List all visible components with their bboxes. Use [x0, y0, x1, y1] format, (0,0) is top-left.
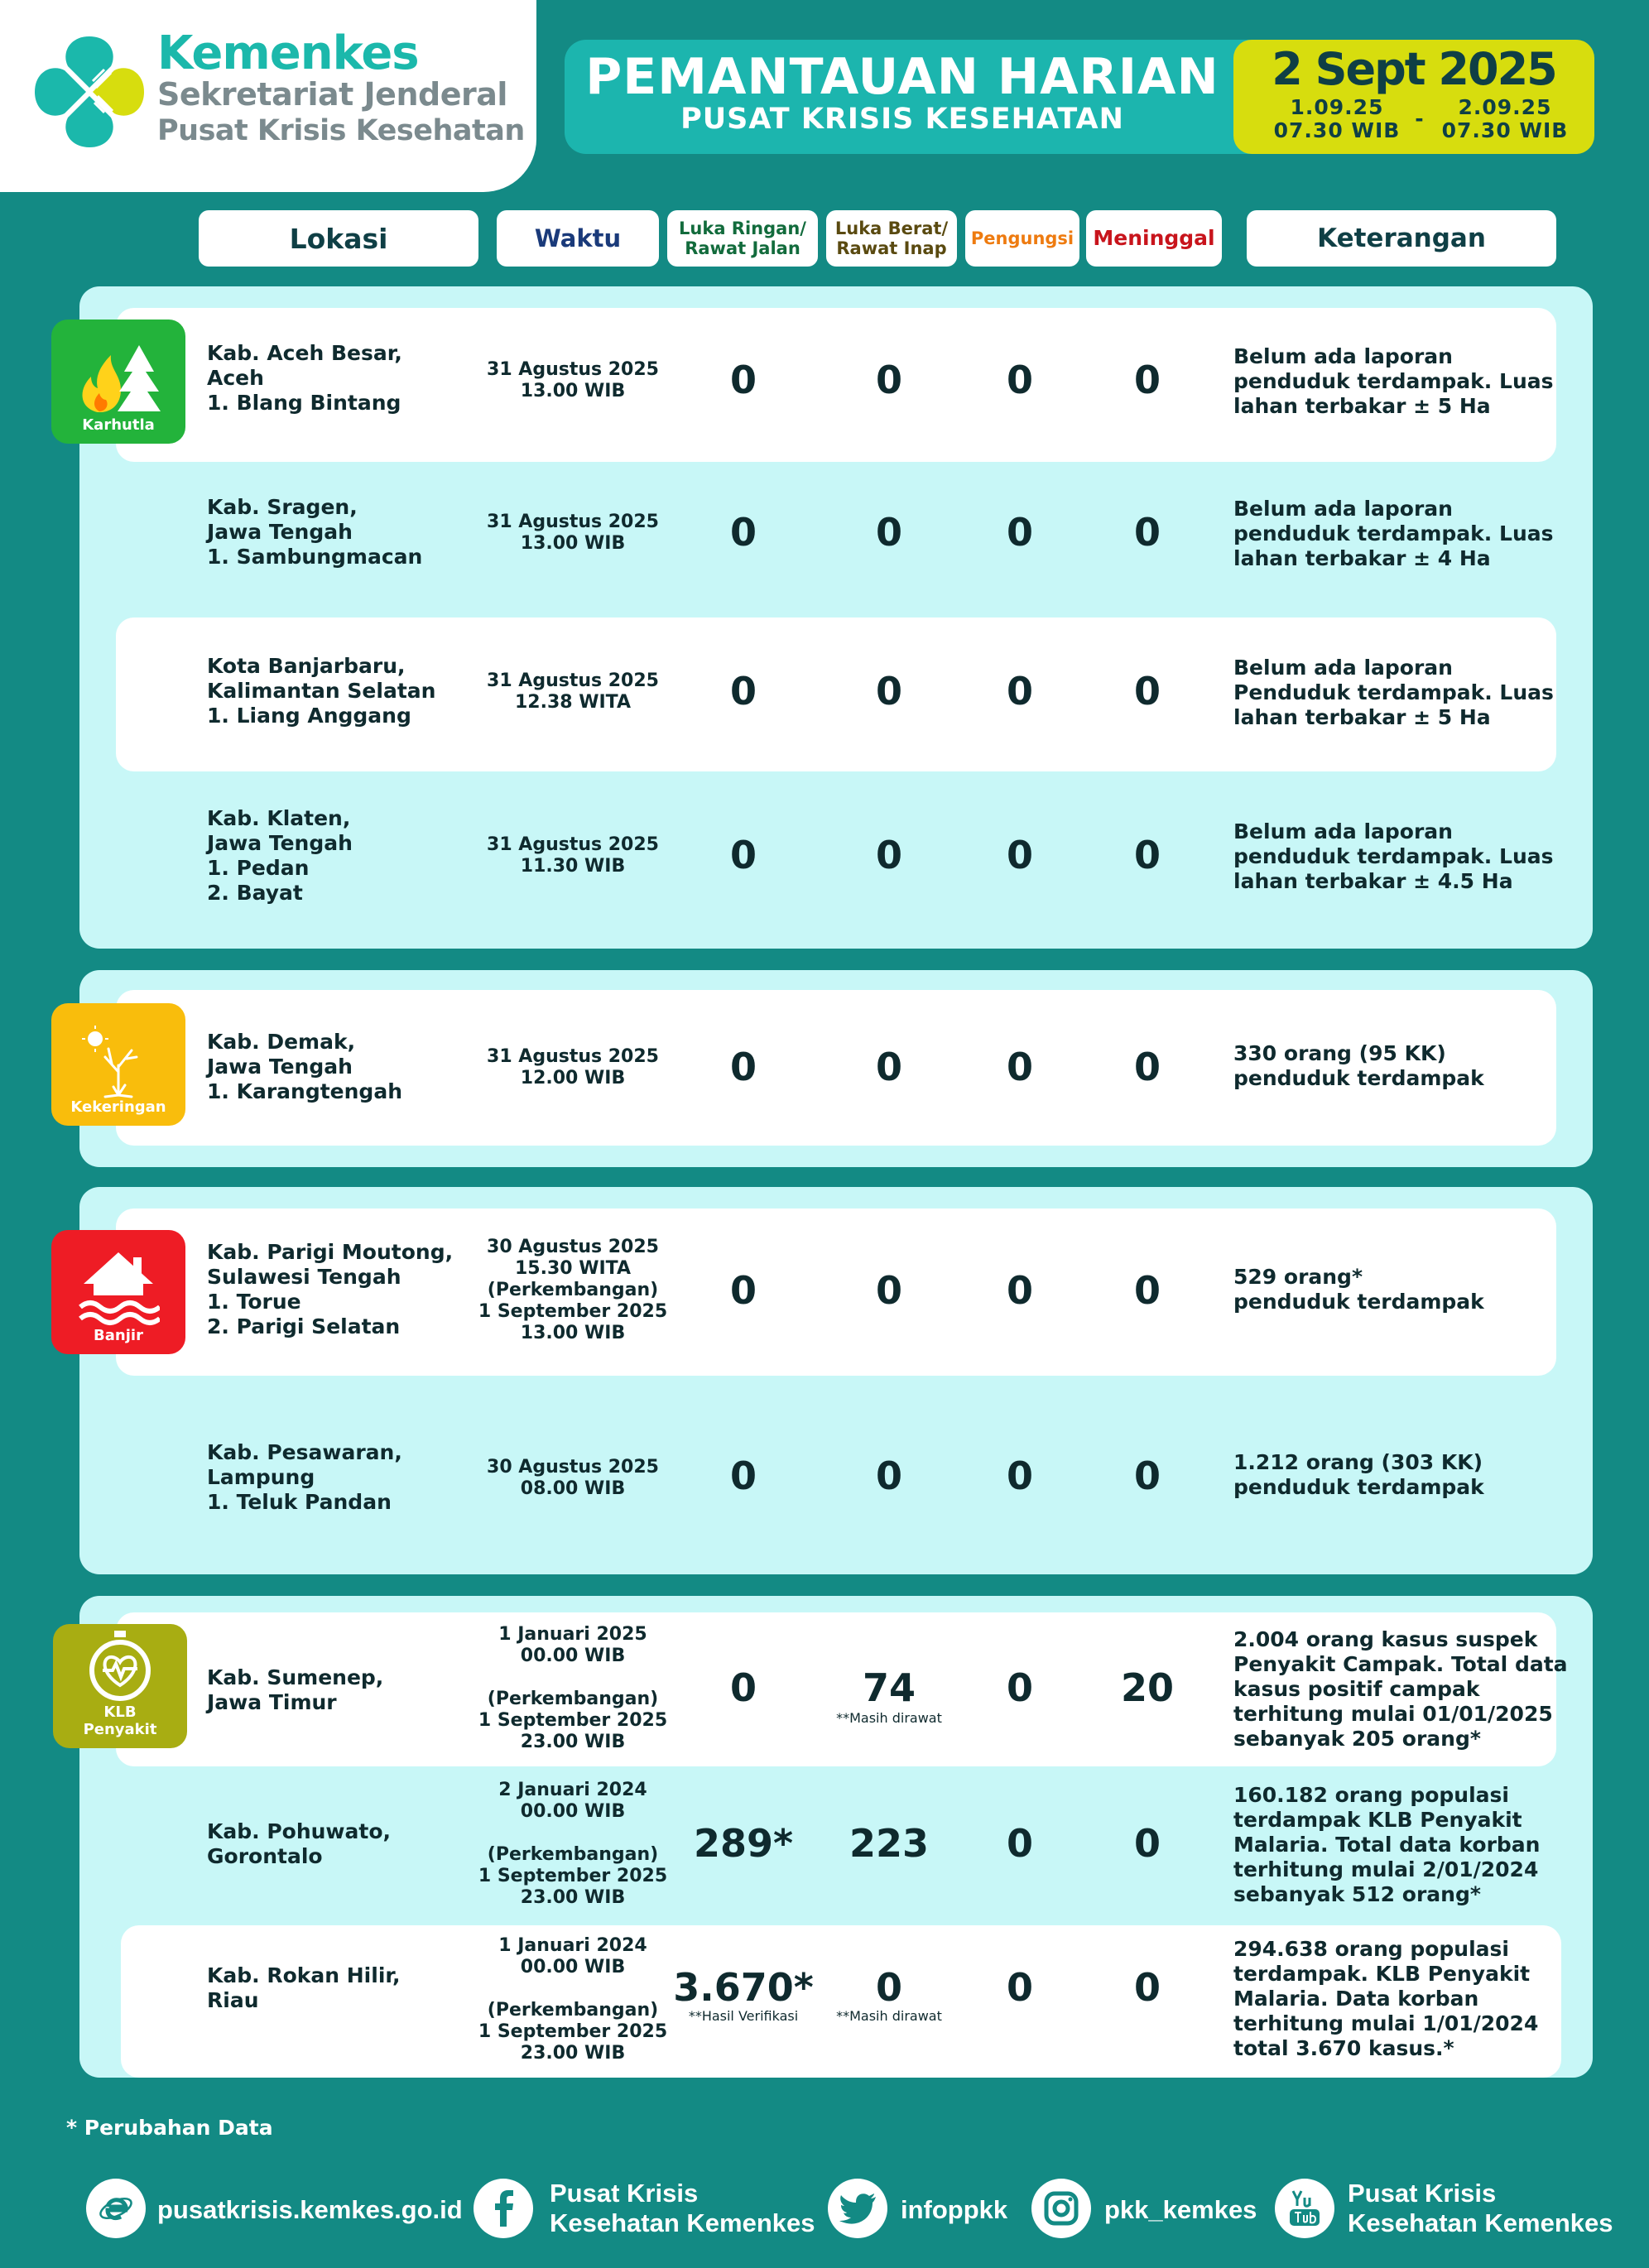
col-lokasi: Lokasi [199, 210, 478, 267]
row-keterangan: 330 orang (95 KK) penduduk terdampak [1233, 1041, 1484, 1090]
row-keterangan: 2.004 orang kasus suspek Penyakit Campak. Total data kasus positif campak terhitung mulai 01/01/2025 sebanyak 205 orang* [1233, 1627, 1568, 1751]
twitter-icon [839, 2193, 876, 2224]
row-lokasi: Kab. Klaten, Jawa Tengah 1. Pedan 2. Bayat [207, 806, 353, 905]
facebook-icon [487, 2190, 520, 2227]
brand-line3: Pusat Krisis Kesehatan [157, 114, 525, 147]
row-keterangan: 529 orang* penduduk terdampak [1233, 1265, 1484, 1314]
row-waktu: 2 Januari 2024 00.00 WIB (Perkembangan) 1 September 2025 23.00 WIB [478, 1780, 668, 1908]
page-subtitle: PUSAT KRISIS KESEHATAN [680, 103, 1124, 136]
range-end-date: 2.09.25 [1458, 95, 1552, 119]
website-text[interactable]: pusatkrisis.kemkes.go.id [157, 2195, 463, 2224]
twitter-text[interactable]: infoppkk [901, 2195, 1008, 2224]
row-lokasi: Kab. Rokan Hilir, Riau [207, 1963, 401, 2012]
row-luka-berat-note: **Masih dirawat [836, 2008, 942, 2024]
col-meninggal: Meninggal [1086, 210, 1222, 267]
category-label-klb: KLB Penyakit [83, 1703, 157, 1738]
row-pengungsi: 0 [1006, 1665, 1033, 1710]
row-luka-ringan: 0 [729, 1045, 757, 1089]
instagram-text[interactable]: pkk_kemkes [1104, 2195, 1257, 2224]
heart-stopwatch-icon [83, 1629, 157, 1703]
page-title: PEMANTAUAN HARIAN [585, 48, 1219, 106]
row-meninggal: 0 [1133, 1268, 1161, 1313]
range-start-date: 1.09.25 [1290, 95, 1384, 119]
row-luka-ringan: 0 [729, 1268, 757, 1313]
row-luka-berat: 0 [875, 1045, 902, 1089]
row-luka-berat: 0 [875, 1268, 902, 1313]
row-luka-berat: 0 [875, 1965, 902, 2010]
row-meninggal: 0 [1133, 1045, 1161, 1089]
row-waktu: 31 Agustus 2025 12.00 WIB [487, 1046, 659, 1088]
instagram-icon [1044, 2191, 1079, 2226]
row-keterangan: 294.638 orang populasi terdampak. KLB Penyakit Malaria. Data korban terhitung mulai 1/01/2024 total 3.670 kasus.* [1233, 1937, 1539, 2060]
row-keterangan: Belum ada laporan penduduk terdampak. Luas lahan terbakar ± 4.5 Ha [1233, 819, 1554, 893]
row-lokasi: Kab. Demak, Jawa Tengah 1. Karangtengah [207, 1030, 402, 1103]
dry-tree-icon [77, 1024, 160, 1098]
row-pengungsi: 0 [1006, 1965, 1033, 2010]
row-pengungsi: 0 [1006, 510, 1033, 555]
fire-tree-icon [73, 342, 164, 416]
category-badge-karhutla [51, 320, 185, 444]
facebook-link[interactable] [474, 2179, 533, 2238]
row-luka-berat: 0 [875, 833, 902, 877]
kemenkes-logo-icon [28, 30, 151, 154]
row-pengungsi: 0 [1006, 833, 1033, 877]
row-luka-berat-note: **Masih dirawat [836, 1710, 942, 1726]
range-separator: - [1415, 107, 1425, 131]
globe-e-icon [98, 2190, 134, 2227]
row-luka-ringan: 0 [729, 1454, 757, 1498]
row-keterangan: 160.182 orang populasi terdampak KLB Penyakit Malaria. Total data korban terhitung mulai 2/01/2024 sebanyak 512 orang* [1233, 1783, 1541, 1906]
row-lokasi: Kab. Parigi Moutong, Sulawesi Tengah 1. Torue 2. Parigi Selatan [207, 1240, 454, 1338]
youtube-icon [1288, 2189, 1321, 2227]
row-keterangan: 1.212 orang (303 KK) penduduk terdampak [1233, 1450, 1484, 1499]
youtube-text[interactable]: Pusat Krisis Kesehatan Kemenkes [1348, 2179, 1613, 2237]
website-link[interactable] [86, 2179, 146, 2238]
col-luka-ringan-line2: Rawat Jalan [685, 238, 800, 258]
category-badge-klb [53, 1624, 187, 1748]
flood-house-icon [77, 1247, 160, 1327]
row-luka-berat: 0 [875, 1454, 902, 1498]
row-pengungsi: 0 [1006, 1454, 1033, 1498]
row-lokasi: Kab. Sumenep, Jawa Timur [207, 1665, 384, 1714]
category-label-karhutla: Karhutla [82, 416, 155, 434]
row-luka-ringan-note: **Hasil Verifikasi [688, 2008, 799, 2024]
instagram-link[interactable] [1031, 2179, 1091, 2238]
row-luka-berat: 0 [875, 510, 902, 555]
row-pengungsi: 0 [1006, 669, 1033, 714]
row-luka-berat: 223 [849, 1821, 930, 1866]
row-pengungsi: 0 [1006, 358, 1033, 402]
row-meninggal: 0 [1133, 669, 1161, 714]
report-date: 2 Sept 2025 [1272, 43, 1556, 95]
range-end-time: 07.30 WIB [1441, 118, 1569, 142]
row-waktu: 30 Agustus 2025 08.00 WIB [487, 1457, 659, 1499]
row-meninggal: 0 [1133, 1821, 1161, 1866]
facebook-text[interactable]: Pusat Krisis Kesehatan Kemenkes [550, 2179, 815, 2237]
row-lokasi: Kab. Pohuwato, Gorontalo [207, 1819, 392, 1868]
row-luka-ringan: 0 [729, 833, 757, 877]
row-luka-berat: 74 [862, 1665, 916, 1710]
row-meninggal: 0 [1133, 358, 1161, 402]
row-waktu: 1 Januari 2024 00.00 WIB (Perkembangan) 1 September 2025 23.00 WIB [478, 1935, 668, 2064]
row-pengungsi: 0 [1006, 1821, 1033, 1866]
col-pengungsi: Pengungsi [965, 210, 1079, 267]
twitter-link[interactable] [828, 2179, 887, 2238]
row-waktu: 1 Januari 2025 00.00 WIB (Perkembangan) 1 September 2025 23.00 WIB [478, 1624, 668, 1752]
row-luka-ringan: 0 [729, 358, 757, 402]
row-lokasi: Kota Banjarbaru, Kalimantan Selatan 1. Liang Anggang [207, 654, 436, 728]
row-meninggal: 0 [1133, 510, 1161, 555]
row-waktu: 30 Agustus 2025 15.30 WITA (Perkembangan) 1 September 2025 13.00 WIB [478, 1237, 668, 1343]
row-luka-ringan: 289* [693, 1821, 794, 1866]
row-waktu: 31 Agustus 2025 13.00 WIB [487, 359, 659, 401]
row-luka-ringan: 0 [729, 669, 757, 714]
col-luka-berat-line1: Luka Berat/ [834, 219, 949, 238]
range-start-time: 07.30 WIB [1273, 118, 1401, 142]
row-lokasi: Kab. Aceh Besar, Aceh 1. Blang Bintang [207, 341, 402, 415]
row-pengungsi: 0 [1006, 1268, 1033, 1313]
category-badge-kekeringan [51, 1003, 185, 1126]
col-keterangan: Keterangan [1247, 210, 1556, 267]
row-meninggal: 0 [1133, 1454, 1161, 1498]
youtube-link[interactable] [1275, 2179, 1334, 2238]
col-luka-berat-line2: Rawat Inap [836, 238, 947, 258]
row-luka-ringan: 0 [729, 1665, 757, 1710]
row-luka-berat: 0 [875, 669, 902, 714]
brand-line2: Sekretariat Jenderal [157, 76, 507, 113]
row-lokasi: Kab. Sragen, Jawa Tengah 1. Sambungmacan [207, 495, 423, 569]
row-luka-ringan: 0 [729, 510, 757, 555]
brand-name: Kemenkes [157, 26, 419, 80]
row-keterangan: Belum ada laporan penduduk terdampak. Luas lahan terbakar ± 5 Ha [1233, 344, 1554, 418]
row-luka-ringan: 3.670* [673, 1965, 814, 2010]
category-label-kekeringan: Kekeringan [70, 1098, 166, 1116]
row-waktu: 31 Agustus 2025 11.30 WIB [487, 834, 659, 877]
row-lokasi: Kab. Pesawaran, Lampung 1. Teluk Pandan [207, 1440, 402, 1514]
row-meninggal: 20 [1120, 1665, 1174, 1710]
category-label-banjir: Banjir [94, 1327, 143, 1344]
col-luka-berat [826, 210, 957, 267]
col-luka-ringan-line1: Luka Ringan/ [679, 219, 806, 238]
footnote: * Perubahan Data [66, 2116, 273, 2140]
category-badge-banjir [51, 1230, 185, 1354]
row-waktu: 31 Agustus 2025 12.38 WITA [487, 670, 659, 713]
row-keterangan: Belum ada laporan penduduk terdampak. Luas lahan terbakar ± 4 Ha [1233, 497, 1554, 570]
row-luka-berat: 0 [875, 358, 902, 402]
row-meninggal: 0 [1133, 1965, 1161, 2010]
row-keterangan: Belum ada laporan Penduduk terdampak. Luas lahan terbakar ± 5 Ha [1233, 656, 1554, 729]
col-luka-ringan [667, 210, 818, 267]
row-pengungsi: 0 [1006, 1045, 1033, 1089]
col-waktu: Waktu [497, 210, 659, 267]
row-waktu: 31 Agustus 2025 13.00 WIB [487, 512, 659, 554]
row-meninggal: 0 [1133, 833, 1161, 877]
